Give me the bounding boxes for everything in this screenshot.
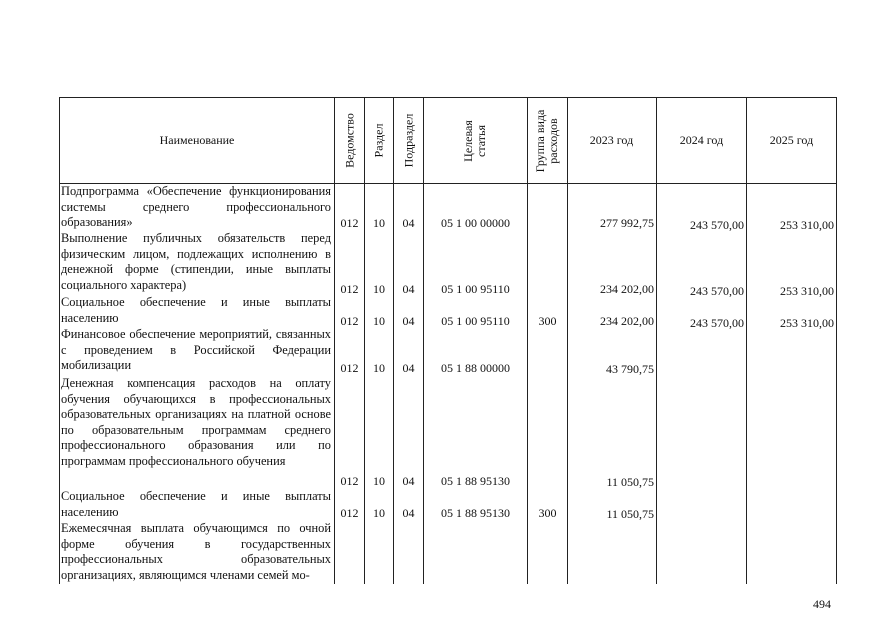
row-target: 05 1 00 95110 [441,314,510,328]
header-2025: 2025 год [769,133,814,147]
header-razdel-cell [365,98,393,183]
row-2023: 11 050,75 [606,475,654,489]
row-ved: 012 [340,314,359,328]
row-name: Денежная компенсация расходов на оплату обучения обучающихся в профессиональных образовательных организациях на платной основе по образовательным программам среднего профессионального образования или по программам профессионального обучения [61,376,331,468]
row-ved: 012 [340,506,359,520]
row-podrazdel: 04 [402,361,415,375]
header-target [462,101,488,181]
header-target-cell [424,98,527,183]
row-2023: 234 202,00 [600,314,654,328]
row-ved: 012 [340,474,359,488]
col-border-right [836,97,837,584]
header-podrazdel-cell [394,98,423,183]
header-name: Наименование [159,133,235,147]
header-vedomstvo-cell [335,98,364,183]
row-2024: 243 570,00 [690,218,744,232]
header-target-line2: статья [474,125,488,157]
row-2025: 253 310,00 [780,284,834,298]
row-razdel: 10 [373,282,385,296]
row-2023: 234 202,00 [600,282,654,296]
row-target: 05 1 00 00000 [441,216,510,230]
row-2023: 43 790,75 [606,362,654,376]
row-ved: 012 [340,282,359,296]
row-target: 05 1 88 95130 [441,474,510,488]
row-target: 05 1 00 95110 [441,282,510,296]
row-name: Подпрограмма «Обеспечение функционирования системы среднего профессионального образования» [61,184,331,230]
row-podrazdel: 04 [402,216,415,230]
row-name: Финансовое обеспечение мероприятий, связанных с проведением в Российской Федерации мобилизации [61,327,331,373]
row-name: Выполнение публичных обязательств перед физическим лицом, подлежащих исполнению в денежной форме (стипендии, иные выплаты социального характера) [61,231,331,292]
row-2024: 243 570,00 [690,284,744,298]
row-podrazdel: 04 [402,474,415,488]
col-border-2024 [746,97,747,584]
page-number: 494 [813,597,831,611]
header-target-line1: Целевая [461,120,475,162]
row-name: Социальное обеспечение и иные выплаты населению [61,295,331,325]
row-2025: 253 310,00 [780,316,834,330]
row-razdel: 10 [373,506,385,520]
row-2023: 11 050,75 [606,507,654,521]
header-2023: 2023 год [589,133,634,147]
header-group-line2: расходов [546,118,560,164]
row-2025: 253 310,00 [780,218,834,232]
header-group-cell [528,98,567,183]
col-border-left [59,97,60,584]
row-target: 05 1 88 95130 [441,506,510,520]
header-razdel: Раздел [371,123,386,158]
row-2023: 277 992,75 [600,216,654,230]
row-name: Ежемесячная выплата обучающимся по очной форме обучения в государственных профессиональных образовательных организациях, являющимся членами семей мо- [61,521,331,582]
row-razdel: 10 [373,216,385,230]
row-2024: 243 570,00 [690,316,744,330]
header-podrazdel: Подраздел [401,113,416,168]
row-ved: 012 [340,361,359,375]
row-razdel: 10 [373,361,385,375]
row-razdel: 10 [373,474,385,488]
row-razdel: 10 [373,314,385,328]
row-ved: 012 [340,216,359,230]
col-border-2023 [656,97,657,584]
row-podrazdel: 04 [402,314,415,328]
row-group: 300 [538,506,557,520]
header-group [534,101,560,181]
row-target: 05 1 88 00000 [441,361,510,375]
header-2024: 2024 год [679,133,724,147]
row-podrazdel: 04 [402,506,415,520]
header-group-line1: Группа вида [533,109,547,173]
row-name: Социальное обеспечение и иные выплаты населению [61,489,331,519]
row-group: 300 [538,314,557,328]
header-vedomstvo: Ведомство [342,113,357,168]
row-podrazdel: 04 [402,282,415,296]
